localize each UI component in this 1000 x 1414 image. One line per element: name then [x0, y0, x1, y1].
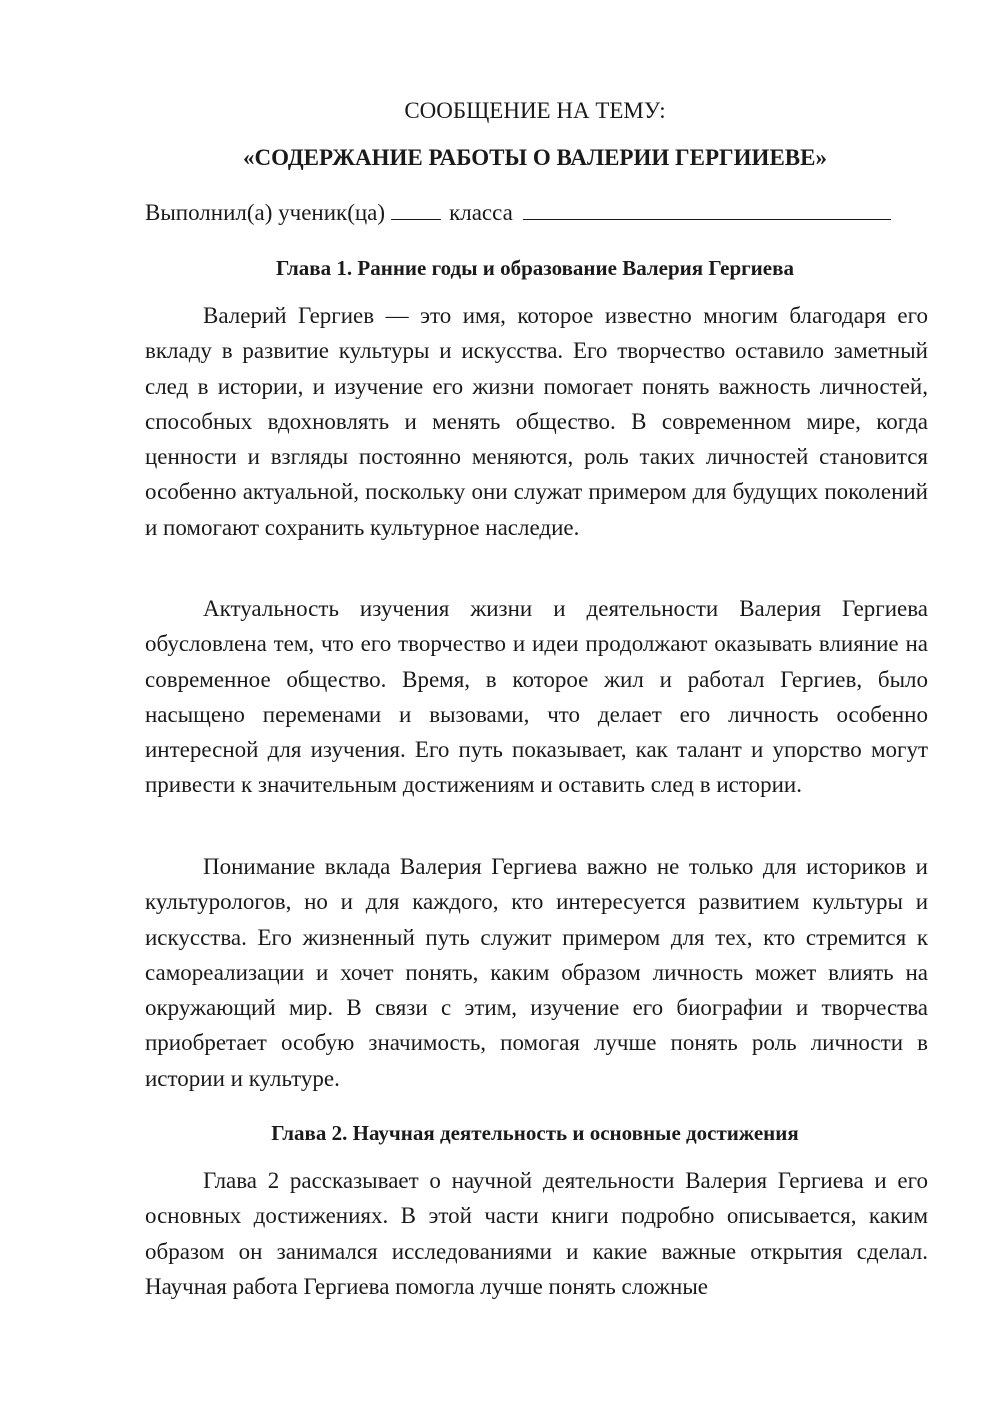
chapter-1-paragraph-3: Понимание вклада Валерия Гергиева важно не только для историков и культурологов, но и для каждого, кто интересуется развитием культуры и искусства. Его жизненный путь служит примером для тех, кто стремится к самореализации и хочет понять, каким образом личность может влиять на окружающий мир. В связи с этим, изучение его биографии и творчества приобретает особую значимость, помогая лучше понять роль личности в истории и культуре. [145, 854, 928, 1091]
class-label: класса [449, 200, 513, 225]
chapter-2-paragraph-1: Глава 2 рассказывает о научной деятельности Валерия Гергиева и его основных достижениях. В этой части книги подробно описывается, каким образом он занимался исследованиями и какие важные открытия сделал. Научная работа Гергиева помогла лучше понять сложные [145, 1168, 928, 1299]
document-title-line-1: СООБЩЕНИЕ НА ТЕМУ: [404, 98, 666, 123]
chapter-1-paragraph-2: Актуальность изучения жизни и деятельности Валерия Гергиева обусловлена тем, что его творчество и идеи продолжают оказывать влияние на современное общество. Время, в которое жил и работал Гергиев, было насыщено переменами и вызовами, что делает его личность особенно интересной для изучения. Его путь показывает, как талант и упорство могут привести к значительным достижениям и оставить след в истории. [145, 596, 928, 798]
grade-blank-field [391, 197, 441, 220]
chapter-1-heading: Глава 1. Ранние годы и образование Валерия Гергиева [276, 256, 794, 280]
name-blank-field [523, 197, 891, 220]
document-title-line-2: «СОДЕРЖАНИЕ РАБОТЫ О ВАЛЕРИИ ГЕРГИИЕВЕ» [243, 145, 827, 170]
performer-prefix: Выполнил(а) ученик(ца) [145, 200, 386, 225]
performer-line [145, 197, 935, 228]
chapter-1-paragraph-1: Валерий Гергиев — это имя, которое известно многим благодаря его вкладу в развитие культуры и искусства. Его творчество оставило заметный след в истории, и изучение его жизни помогает понять важность личностей, способных вдохновлять и менять общество. В современном мире, когда ценности и взгляды постоянно меняются, роль таких личностей становится особенно актуальной, поскольку они служат примером для будущих поколений и помогают сохранить культурное наследие. [145, 303, 928, 540]
chapter-2-heading: Глава 2. Научная деятельность и основные достижения [271, 1121, 799, 1145]
